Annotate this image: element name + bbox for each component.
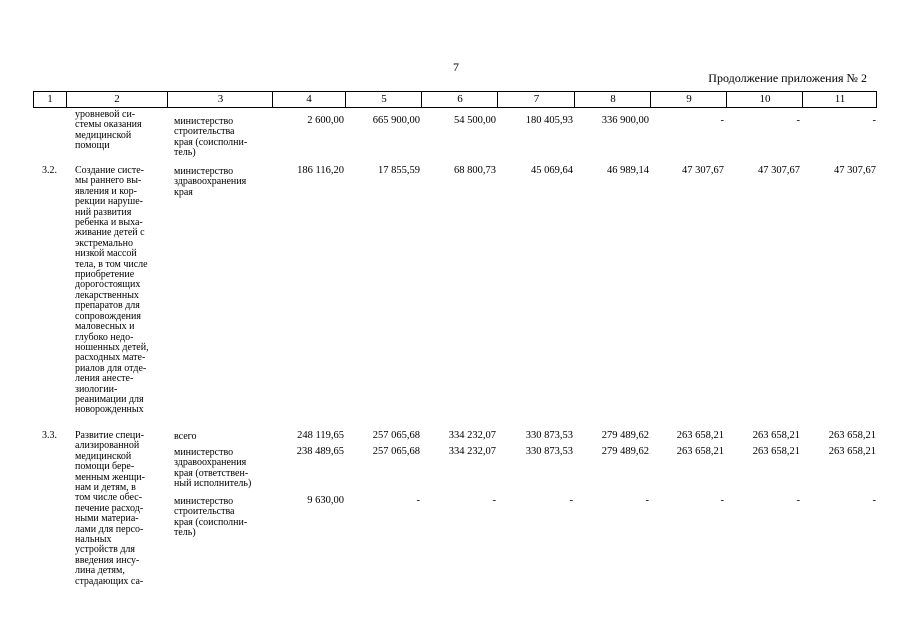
value-col-11: - bbox=[872, 495, 876, 506]
row-index: 3.2. bbox=[42, 165, 57, 176]
value-col-8: 46 989,14 bbox=[607, 165, 649, 176]
value-col-7: - bbox=[569, 495, 573, 506]
value-col-5: - bbox=[416, 495, 420, 506]
value-col-5: 17 855,59 bbox=[378, 165, 420, 176]
value-col-6: 334 232,07 bbox=[448, 446, 496, 457]
column-header-8: 8 bbox=[574, 92, 651, 107]
value-col-9: - bbox=[720, 495, 724, 506]
executor-name: министерство строительства края (соисполни- тель) bbox=[174, 116, 248, 159]
program-measure-name: Создание систе- мы раннего вы- явления и кор- рекции наруше- ний развития ребенка и выха- живание детей с экстремально низкой массой тела, в том числе приобретение дорогостоящих лекарственных препаратов для сопровождения маловесных и глубоко недо- ношенных детей, расходных мате- риалов для отде- ления анесте- зиологии- реанимации для новорожденных bbox=[75, 165, 149, 416]
value-col-9: 263 658,21 bbox=[676, 446, 724, 457]
value-col-4: 238 489,65 bbox=[296, 446, 344, 457]
column-header-7: 7 bbox=[497, 92, 575, 107]
executor-name: министерство строительства края (соисполни- тель) bbox=[174, 496, 248, 539]
executor-name: министерство здравоохранения края bbox=[174, 166, 247, 198]
value-col-4: 2 600,00 bbox=[307, 115, 344, 126]
value-col-8: 279 489,62 bbox=[601, 446, 649, 457]
table-header-row bbox=[33, 91, 877, 108]
column-header-1: 1 bbox=[47, 93, 53, 105]
value-col-4: 186 116,20 bbox=[297, 165, 344, 176]
value-col-7: 330 873,53 bbox=[525, 430, 573, 441]
value-col-11: - bbox=[872, 115, 876, 126]
value-col-8: - bbox=[645, 495, 649, 506]
program-measure-name: Развитие специ- ализированной медицинской помощи бере- менным женщи- нам и детям, в том числе обес- печение расход- ными материа- лами для персо- нальных устройств для введения инсу- лина детям, страдающих са- bbox=[75, 430, 145, 587]
column-header-2: 2 bbox=[66, 92, 167, 107]
value-col-6: 68 800,73 bbox=[454, 165, 496, 176]
value-col-7: 180 405,93 bbox=[525, 115, 573, 126]
value-col-10: 263 658,21 bbox=[752, 430, 800, 441]
page-number: 7 bbox=[453, 60, 459, 74]
value-col-4: 9 630,00 bbox=[307, 495, 344, 506]
value-col-11: 263 658,21 bbox=[828, 430, 876, 441]
program-measure-name: уровневой си- стемы оказания медицинской помощи bbox=[75, 109, 142, 152]
column-header-6: 6 bbox=[421, 92, 498, 107]
value-col-5: 257 065,68 bbox=[372, 446, 420, 457]
value-col-6: 334 232,07 bbox=[448, 430, 496, 441]
value-col-10: 47 307,67 bbox=[758, 165, 800, 176]
appendix-continuation-label: Продолжение приложения № 2 bbox=[708, 71, 867, 85]
value-col-8: 336 900,00 bbox=[601, 115, 649, 126]
value-col-6: 54 500,00 bbox=[454, 115, 496, 126]
value-col-9: - bbox=[720, 115, 724, 126]
value-col-10: - bbox=[796, 115, 800, 126]
executor-name: всего bbox=[174, 431, 197, 442]
column-header-3: 3 bbox=[167, 92, 273, 107]
value-col-5: 665 900,00 bbox=[372, 115, 420, 126]
value-col-11: 263 658,21 bbox=[828, 446, 876, 457]
value-col-9: 47 307,67 bbox=[682, 165, 724, 176]
value-col-4: 248 119,65 bbox=[297, 430, 344, 441]
column-header-9: 9 bbox=[650, 92, 727, 107]
value-col-6: - bbox=[492, 495, 496, 506]
value-col-10: - bbox=[796, 495, 800, 506]
executor-name: министерство здравоохранения края (ответствен- ный исполнитель) bbox=[174, 447, 252, 490]
column-header-11: 11 bbox=[802, 92, 877, 107]
value-col-5: 257 065,68 bbox=[372, 430, 420, 441]
column-header-10: 10 bbox=[726, 92, 803, 107]
value-col-10: 263 658,21 bbox=[752, 446, 800, 457]
value-col-7: 45 069,64 bbox=[531, 165, 573, 176]
column-header-4: 4 bbox=[272, 92, 345, 107]
column-header-5: 5 bbox=[345, 92, 422, 107]
value-col-7: 330 873,53 bbox=[525, 446, 573, 457]
value-col-9: 263 658,21 bbox=[676, 430, 724, 441]
value-col-11: 47 307,67 bbox=[834, 165, 876, 176]
value-col-8: 279 489,62 bbox=[601, 430, 649, 441]
row-index: 3.3. bbox=[42, 430, 57, 441]
